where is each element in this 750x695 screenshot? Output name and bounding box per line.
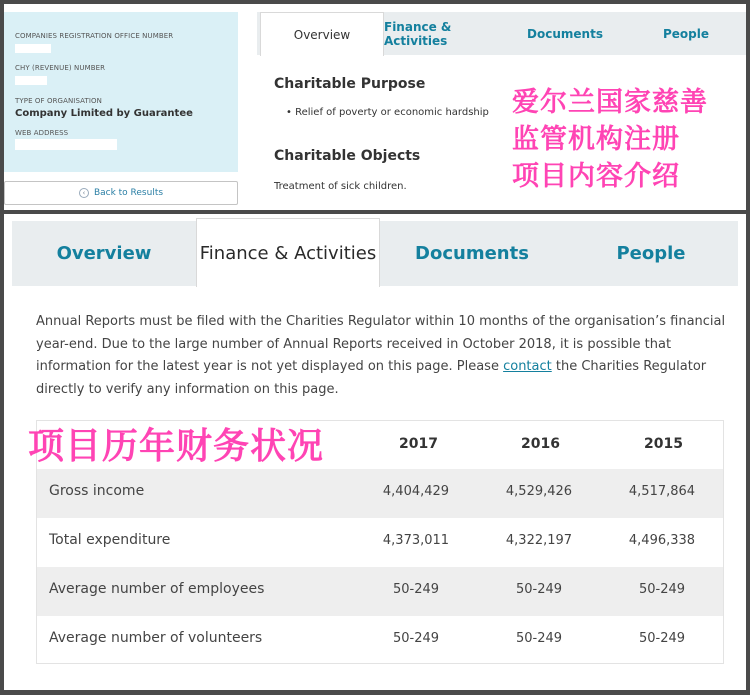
- table-cell: 50-249: [638, 582, 686, 597]
- top-tab-bar: [257, 12, 746, 55]
- annotation-line: 项目内容介绍: [512, 161, 680, 192]
- table-cell: 50-249: [392, 631, 440, 646]
- charitable-purpose-item-text: Relief of poverty or economic hardship: [295, 107, 489, 118]
- table-cell: 4,496,338: [628, 533, 696, 548]
- charitable-purpose-item: [286, 107, 489, 118]
- chy-number-label: CHY (REVENUE) NUMBER: [15, 64, 106, 72]
- bottom-chinese-annotation: 项目历年财务状况: [28, 426, 325, 467]
- row-label-employees: Average number of employees: [49, 581, 265, 597]
- table-cell: 4,373,011: [382, 533, 450, 548]
- annual-report-notice: [36, 311, 726, 401]
- tab-documents[interactable]: Documents: [527, 26, 603, 41]
- organisation-type-label: TYPE OF ORGANISATION: [15, 97, 102, 105]
- web-address-value-redacted[interactable]: [15, 139, 117, 150]
- cro-number-label: COMPANIES REGISTRATION OFFICE NUMBER: [15, 32, 174, 40]
- back-arrow-icon: ‹: [79, 188, 89, 198]
- charitable-purpose-heading: Charitable Purpose: [274, 76, 426, 92]
- tab-people[interactable]: People: [662, 26, 710, 41]
- table-cell: 4,517,864: [628, 484, 696, 499]
- tab-documents[interactable]: Documents: [415, 243, 529, 264]
- top-chinese-annotation: [512, 84, 708, 195]
- table-cell: 4,529,426: [505, 484, 573, 499]
- back-to-results-button[interactable]: [4, 181, 238, 205]
- annotation-line: 监管机构注册: [512, 124, 680, 155]
- notice-text-end: the Charities Regulator directly to verify any information on this page.: [36, 359, 707, 397]
- tab-overview[interactable]: Overview: [260, 12, 384, 56]
- top-screenshot-panel: [4, 4, 746, 210]
- cro-number-value-redacted: [15, 44, 51, 53]
- notice-text-start: Annual Reports must be filed with the Charities Regulator within 10 months of the organisation’s financial year-end. Due to the large number of Annual Reports received in October 2018, it is possible that information for the latest year is not yet displayed on this page. Please: [36, 314, 726, 374]
- table-cell: 4,404,429: [382, 484, 450, 499]
- organisation-type-value: Company Limited by Guarantee: [15, 108, 193, 119]
- table-cell: 50-249: [638, 631, 686, 646]
- row-label-gross-income: Gross income: [49, 483, 145, 499]
- annotation-line: 爱尔兰国家慈善: [512, 87, 708, 118]
- bullet-icon: •: [286, 107, 292, 118]
- year-column-header: 2017: [399, 436, 438, 452]
- table-row: [37, 518, 723, 567]
- chy-number-value-redacted: [15, 76, 47, 85]
- year-column-header: 2016: [521, 436, 560, 452]
- table-cell: 50-249: [392, 582, 440, 597]
- bottom-tab-bar: [12, 221, 738, 286]
- tab-overview[interactable]: Overview: [56, 243, 152, 264]
- tab-finance-activities[interactable]: Finance & Activities: [384, 19, 452, 48]
- table-row: [37, 469, 723, 518]
- row-label-volunteers: Average number of volunteers: [49, 630, 263, 646]
- bottom-screenshot-panel: [4, 214, 746, 690]
- web-address-label: WEB ADDRESS: [15, 129, 69, 137]
- row-label-total-expenditure: Total expenditure: [49, 532, 171, 548]
- table-cell: 50-249: [515, 582, 563, 597]
- back-to-results-label: Back to Results: [93, 188, 164, 198]
- table-row: [37, 567, 723, 616]
- table-cell: 50-249: [515, 631, 563, 646]
- charitable-objects-text: Treatment of sick children.: [274, 181, 407, 192]
- table-cell: 4,322,197: [505, 533, 573, 548]
- year-column-header: 2015: [644, 436, 683, 452]
- contact-link[interactable]: contact: [503, 359, 552, 374]
- table-row: [37, 616, 723, 665]
- charitable-objects-heading: Charitable Objects: [274, 148, 421, 164]
- tab-finance-activities[interactable]: Finance & Activities: [196, 218, 380, 287]
- tab-people[interactable]: People: [616, 243, 686, 264]
- organisation-info-box: [4, 12, 238, 172]
